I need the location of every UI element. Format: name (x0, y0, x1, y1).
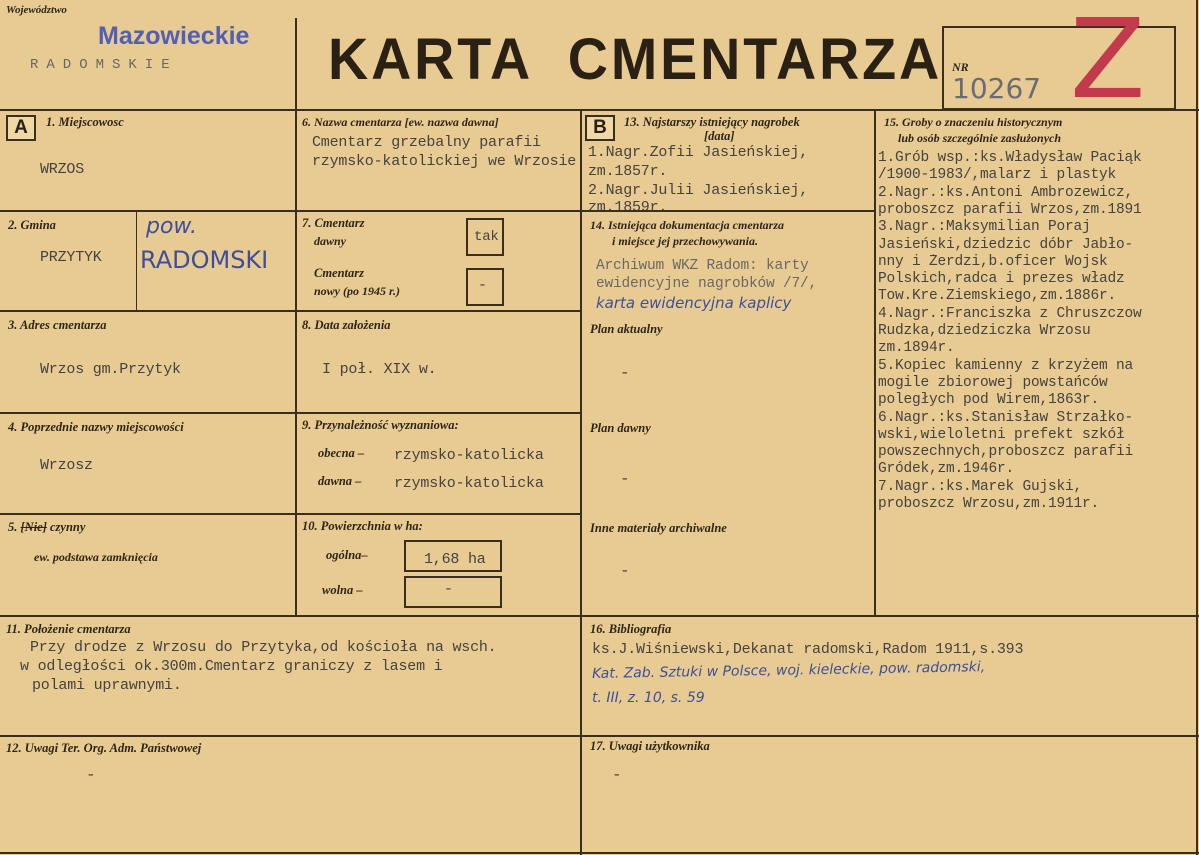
field-13-line: zm.1859r. (588, 199, 668, 210)
field-13-line: zm.1857r. (588, 163, 668, 180)
field-5-rest: czynny (50, 520, 86, 534)
field-6-label: 6. Nazwa cmentarza [ew. nazwa dawna] (302, 115, 499, 129)
field-7-dawny-label: dawny (314, 234, 347, 248)
field-9-dawna-value: rzymsko-katolicka (394, 475, 544, 492)
field-13-line: 1.Nagr.Zofii Jasieńskiej, (588, 144, 809, 161)
field-14-line: Archiwum WKZ Radom: karty (596, 258, 809, 274)
field-1-value: WRZOS (40, 161, 85, 178)
page-title: KARTA CMENTARZA (328, 27, 943, 92)
rule-row-5 (0, 513, 580, 515)
field-14-hand: karta ewidencyjna kaplicy (596, 294, 792, 312)
field-16-label: 16. Bibliografia (590, 622, 672, 636)
field-13-label: 13. Najstarszy istniejący nagrobek (624, 115, 800, 129)
rule-gmina (136, 210, 137, 310)
field-15-line: Tow.Kre.Ziemskiego,zm.1886r. (878, 288, 1117, 305)
field-2-hand-radomski: RADOMSKI (140, 246, 269, 274)
field-12-label: 12. Uwagi Ter. Org. Adm. Państwowej (6, 741, 202, 755)
field-2-label: 2. Gmina (8, 218, 56, 232)
section-a-box: A (6, 115, 36, 141)
field-15-line: nny i Żerdzi,b.oficer Wojsk (878, 253, 1108, 270)
field-16-hand-2: t. III, z. 10, s. 59 (592, 690, 705, 706)
field-14-label-2: i miejsce jej przechowywania. (612, 234, 758, 248)
field-12-value: - (86, 766, 96, 784)
field-11-line: polami uprawnymi. (32, 677, 182, 694)
field-8-label: 8. Data założenia (302, 318, 391, 332)
field-15-line: Rudzka,dziedziczka Wrzosu (878, 323, 1091, 339)
field-7-nowy-value: - (478, 277, 487, 294)
rule-row-2 (0, 210, 580, 212)
field-15-line: proboszcz parafii Wrzos,zm.1891 (878, 201, 1142, 218)
field-6-value: Cmentarz grzebalny parafii rzymsko-katolickiej we Wrzosie (312, 134, 577, 170)
field-15-line: 1.Grób wsp.:ks.Władysław Paciąk (878, 150, 1142, 166)
field-4-value: Wrzosz (40, 457, 93, 474)
field-10-wolna-box (404, 576, 502, 608)
field-2-value: PRZYTYK (40, 249, 102, 266)
field-13-label-2: [data] (704, 129, 735, 143)
rule-bottom-1 (0, 615, 1199, 617)
field-15-line: powszechnych,proboszcz parafii (878, 444, 1134, 461)
rule-bottom-3 (0, 852, 1199, 854)
field-7-nowy-label-2: nowy (po 1945 r.) (314, 284, 401, 298)
field-10-label: 10. Powierzchnia w ha: (302, 519, 423, 533)
field-17-value: - (612, 766, 622, 784)
field-11-label: 11. Położenie cmentarza (6, 622, 131, 636)
field-5-num: 5. (8, 520, 18, 534)
field-14-label: 14. Istniejąca dokumentacja cmentarza (590, 218, 785, 232)
field-15-label: 15. Groby o znaczeniu historycznym (884, 115, 1063, 129)
field-15-line: 5.Kopiec kamienny z krzyżem na (878, 357, 1134, 374)
nr-label: NR (952, 60, 969, 74)
wojewodztwo-label: Województwo (6, 4, 67, 16)
rule-row-3 (0, 310, 580, 312)
wojewodztwo-stamp: Mazowieckie (98, 22, 250, 50)
field-15-label-2: lub osób szczególnie zasłużonych (898, 131, 1062, 145)
field-9-obecna-value: rzymsko-katolicka (394, 447, 544, 464)
field-7-label: 7. Cmentarz (302, 216, 365, 230)
field-3-value: Wrzos gm.Przytyk (40, 361, 181, 378)
nr-value: 10267 (952, 72, 1042, 105)
rule-bottom-2 (0, 735, 1199, 737)
field-15-line: proboszcz Wrzosu,zm.1911r. (878, 496, 1100, 512)
plan-aktualny-label: Plan aktualny (590, 322, 663, 336)
field-15-line: wski,wieloletni prefekt szkół (878, 426, 1125, 443)
field-16-line: ks.J.Wiśniewski,Dekanat radomski,Radom 1911,s.393 (592, 641, 1024, 658)
rule-col-3 (874, 109, 876, 615)
inne-materialy-label: Inne materiały archiwalne (590, 521, 727, 535)
field-10-wolna-label: wolna – (322, 583, 363, 597)
rule-right-edge (1196, 0, 1198, 855)
field-2-hand-pow: pow. (146, 214, 198, 239)
corner-letter: Z (1070, 0, 1146, 123)
field-7-dawny-value: tak (474, 229, 499, 245)
field-5-sub: ew. podstawa zamknięcia (34, 550, 158, 564)
rule-col-1 (295, 18, 297, 615)
plan-aktualny-value: - (620, 364, 630, 382)
inne-materialy-value: - (620, 562, 630, 580)
powiat-typed: RADOMSKIE (30, 57, 178, 73)
field-4-label: 4. Poprzednie nazwy miejscowości (8, 420, 184, 434)
field-15-line: poległych pod Wirem,1863r. (878, 392, 1100, 409)
field-9-obecna-label: obecna – (318, 446, 365, 460)
field-15-line: Gródek,zm.1946r. (878, 461, 1015, 478)
field-1-label: 1. Miejscowosc (46, 115, 124, 129)
field-15-line: zm.1894r. (878, 340, 955, 357)
field-11-line: Przy drodze z Wrzosu do Przytyka,od kościoła na wsch. (30, 639, 497, 656)
field-7-nowy-label-1: Cmentarz (314, 266, 365, 280)
plan-dawny-value: - (620, 470, 630, 488)
field-3-label: 3. Adres cmentarza (8, 318, 107, 332)
field-10-ogolna-value: 1,68 ha (424, 551, 486, 568)
field-15-line: 4.Nagr.:Franciszka z Chruszczow (878, 305, 1142, 322)
section-b-box: B (585, 115, 615, 141)
field-15-line: 3.Nagr.:Maksymilian Poraj (878, 219, 1091, 236)
rule-row-4 (0, 412, 580, 414)
field-10-ogolna-label: ogólna– (326, 548, 368, 562)
field-17-label: 17. Uwagi użytkownika (590, 739, 710, 753)
plan-dawny-label: Plan dawny (590, 421, 651, 435)
field-11-line: w odległości ok.300m.Cmentarz graniczy z lasem i (20, 658, 443, 675)
rule-b-row (580, 210, 874, 212)
field-5-strike: [Nie] (20, 520, 47, 534)
field-9-label: 9. Przynależność wyznaniowa: (302, 418, 459, 432)
field-15-line: 2.Nagr.:ks.Antoni Ambrozewicz, (878, 184, 1134, 201)
field-15-line: 7.Nagr.:ks.Marek Gujski, (878, 478, 1083, 495)
field-14-line: ewidencyjne nagrobków /7/, (596, 276, 818, 292)
field-5-label (8, 520, 85, 535)
field-15-line: Polskich,radca i prezes władz (878, 271, 1125, 288)
rule-col-2 (580, 109, 582, 855)
field-15-line: Jasieński,dziedzic dóbr Jabło- (878, 236, 1134, 253)
field-8-value: I poł. XIX w. (322, 361, 437, 378)
field-16-hand-1: Kat. Zab. Sztuki w Polsce, woj. kieleckie, pow. radomski, (591, 659, 986, 682)
field-13-line: 2.Nagr.Julii Jasieńskiej, (588, 182, 809, 199)
field-15-line: mogile zbiorowej powstańców (878, 374, 1108, 391)
field-9-dawna-label: dawna – (318, 474, 362, 488)
field-15-line: 6.Nagr.:ks.Stanisław Strzałko- (878, 409, 1134, 426)
field-10-wolna-value: - (444, 581, 453, 598)
field-15-line: /1900-1983/,malarz i plastyk (878, 167, 1117, 184)
